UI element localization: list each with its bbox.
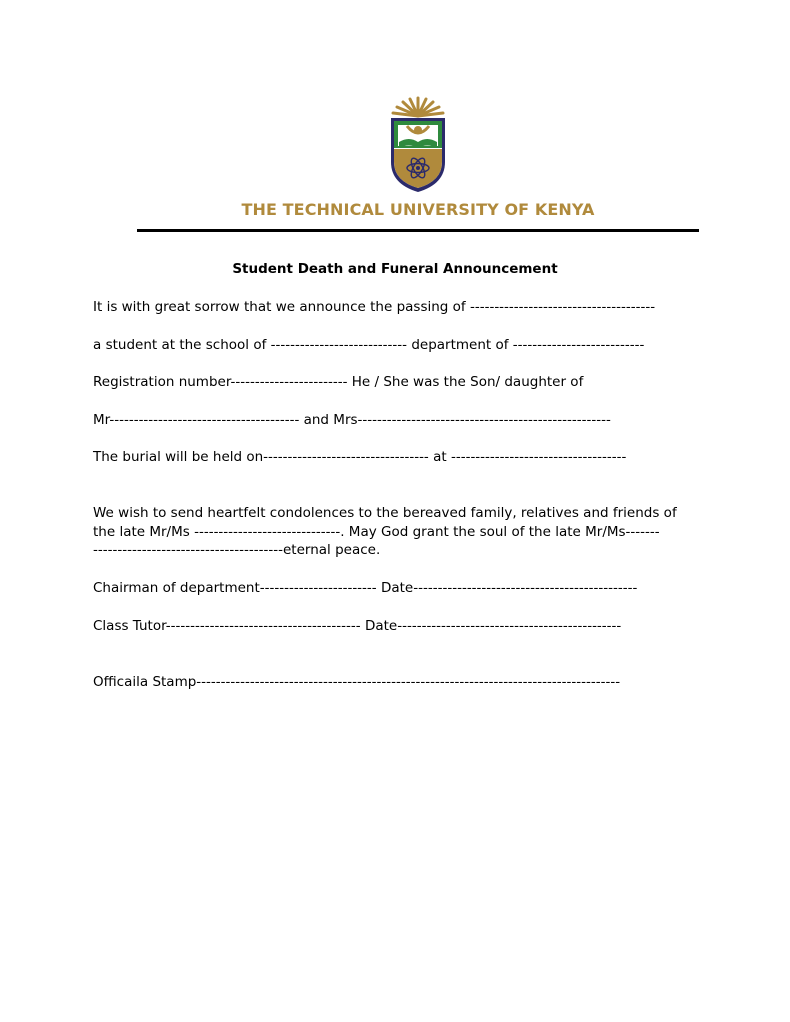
- stamp-line: Officaila Stamp---------------------------------------------------------------------------------------: [93, 674, 621, 690]
- parents-line: Mr--------------------------------------- and Mrs----------------------------------------------------: [93, 412, 611, 428]
- registration-line: Registration number------------------------ He / She was the Son/ daughter of: [93, 374, 584, 390]
- school-line: a student at the school of ---------------------------- department of ---------------------------: [93, 337, 645, 353]
- sunburst-rays: [393, 98, 443, 116]
- university-name: THE TECHNICAL UNIVERSITY OF KENYA: [241, 200, 595, 219]
- condolence-paragraph: [93, 504, 703, 560]
- passing-line: It is with great sorrow that we announce the passing of --------------------------------------: [93, 299, 656, 315]
- university-crest-icon: [385, 96, 451, 194]
- condolence-line-1: We wish to send heartfelt condolences to the bereaved family, relatives and friends of: [93, 505, 677, 521]
- header-divider: [137, 229, 699, 232]
- burial-line: The burial will be held on---------------------------------- at ------------------------------------: [93, 449, 627, 465]
- chairman-signature-line: Chairman of department------------------------ Date----------------------------------------------: [93, 580, 638, 596]
- tutor-signature-line: Class Tutor---------------------------------------- Date----------------------------------------------: [93, 618, 622, 634]
- condolence-line-2: the late Mr/Ms ------------------------------. May God grant the soul of the late Mr/Ms-------: [93, 523, 660, 540]
- document-title: Student Death and Funeral Announcement: [232, 261, 558, 277]
- condolence-line-3: ---------------------------------------eternal peace.: [93, 542, 381, 558]
